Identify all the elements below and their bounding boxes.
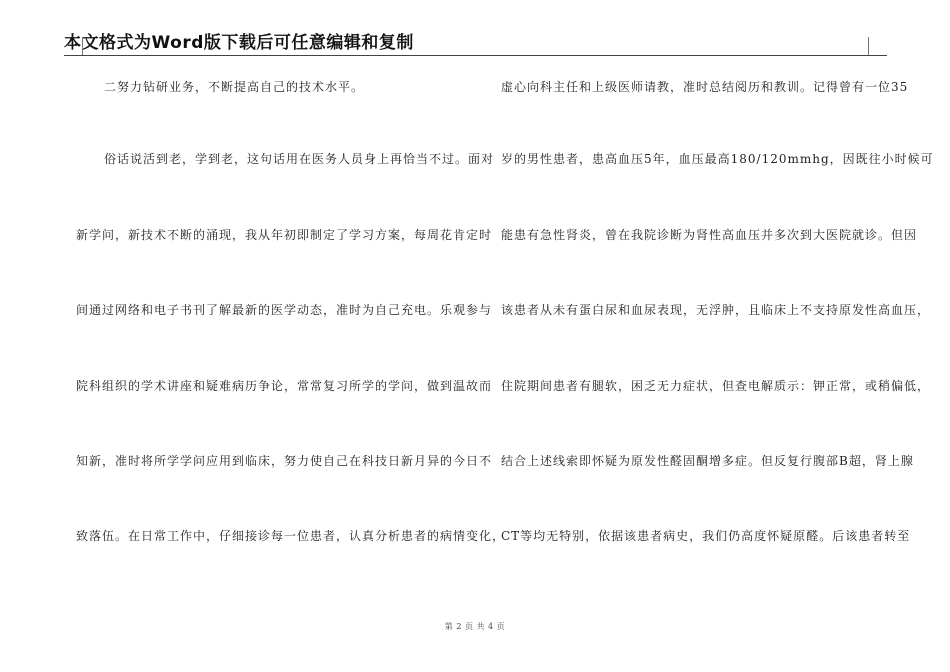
text-line: 二努力钻研业务，不断提高自己的技术水平。 [104,80,365,94]
crop-mark-top-left [64,37,83,56]
text-line: 新学问，新技术不断的涌现，我从年初即制定了学习方案，每周花肯定时 [76,228,493,242]
text-line: 致落伍。在日常工作中，仔细接诊每一位患者，认真分析患者的病情变化， [76,529,506,543]
text-line: 院科组织的学术讲座和疑难病历争论，常常复习所学的学问，做到温故而 [76,379,493,393]
text-line: 俗话说活到老，学到老，这句话用在医务人员身上再恰当不过。面对 [104,152,495,166]
text-line: 虚心向科主任和上级医师请教，准时总结阅历和教训。记得曾有一位35 [501,80,909,94]
text-line: 结合上述线索即怀疑为原发性醛固酮增多症。但反复行腹部B超，肾上腺 [501,454,914,468]
document-header-title: 本文格式为Word版下载后可任意编辑和复制 [64,33,414,53]
page-number: 第 2 页 共 4 页 [444,622,506,631]
crop-mark-top-right [868,37,887,56]
header-divider [64,55,887,56]
text-line: 住院期间患者有腿软，困乏无力症状，但查电解质示：钾正常，或稍偏低， [501,379,931,393]
text-line: 该患者从未有蛋白尿和血尿表现，无浮肿，且临床上不支持原发性高血压， [501,303,931,317]
text-line: 岁的男性患者，患高血压5年，血压最高180/120mmhg，因既往小时候可 [501,152,934,166]
text-line: 间通过网络和电子书刊了解最新的医学动态，准时为自己充电。乐观参与 [76,303,493,317]
text-line: CT等均无特别，依据该患者病史，我们仍高度怀疑原醛。后该患者转至 [501,529,911,543]
text-line: 知新，准时将所学学问应用到临床，努力使自己在科技日新月异的今日不 [76,454,493,468]
text-line: 能患有急性肾炎，曾在我院诊断为肾性高血压并多次到大医院就诊。但因 [501,228,918,242]
